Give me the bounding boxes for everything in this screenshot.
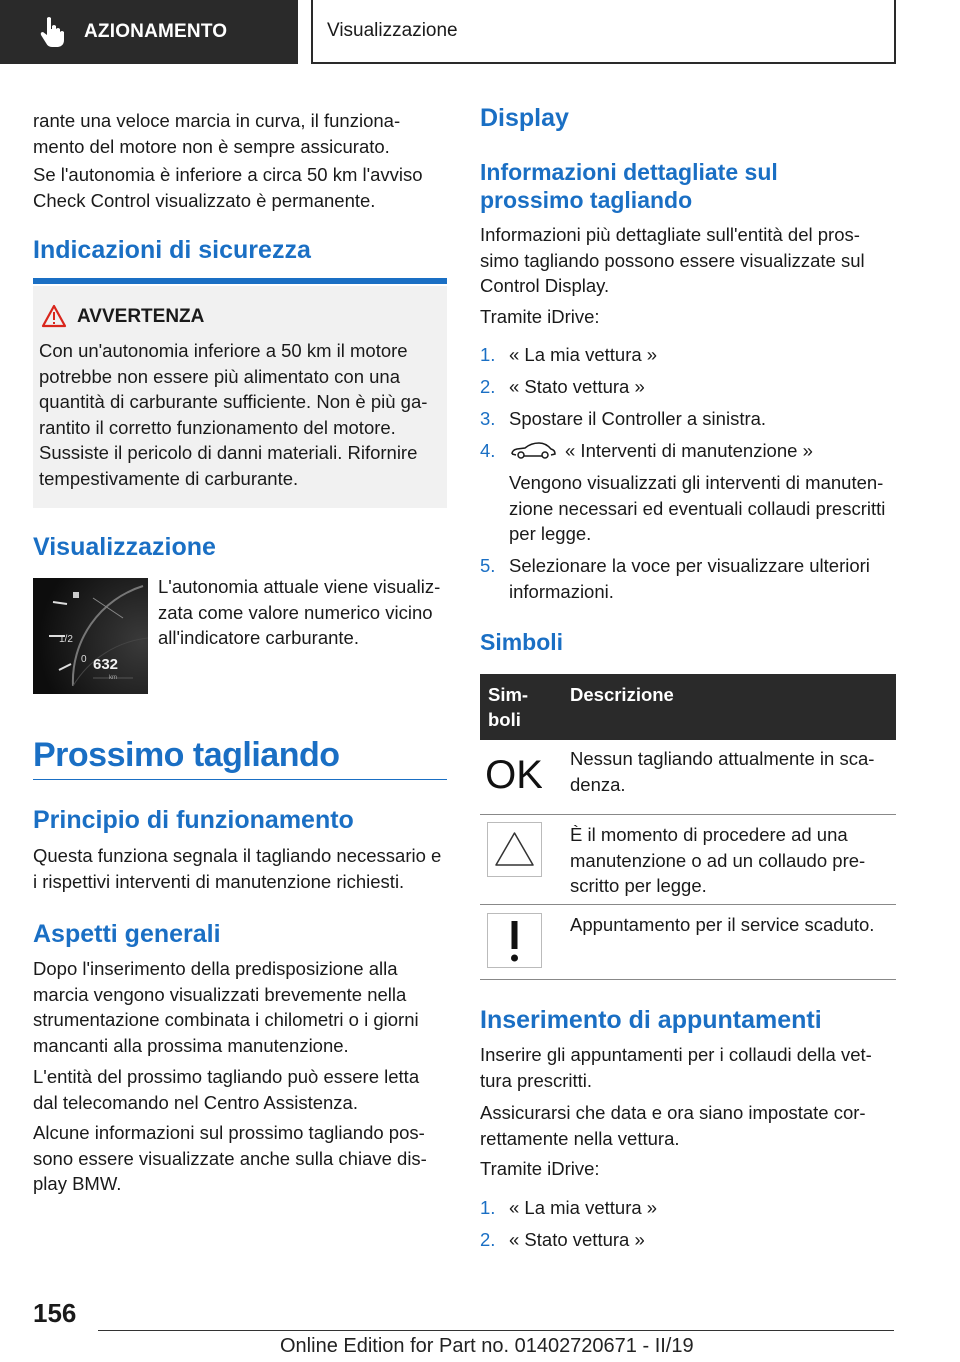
table-divider: [480, 979, 896, 980]
list-item: 1. « La mia vettura »: [480, 344, 658, 365]
symbols-heading: Simboli: [480, 629, 564, 655]
general-paragraph-2: L'entità del prossimo tagliando può essere letta dal telecomando nel Centro Assistenza.: [33, 1066, 420, 1113]
list-item: 4. « Interventi di manutenzione »: [480, 440, 813, 461]
detail-heading: Informazioni dettagliate sul prossimo tagliando: [480, 159, 778, 213]
ok-symbol-icon: [487, 746, 542, 801]
warning-text: Con un'autonomia inferiore a 50 km il motore potrebbe non essere più alimentato con una quantità di carburante sufficiente. Non è più ga-rantito il corretto funzionamento del motore. Sussiste il pericolo di danni materiali. Rifornire tempestivamente di carburante.: [39, 340, 428, 489]
gauge-range-unit: km: [109, 675, 117, 681]
table-row-text: Nessun tagliando attualmente in sca-denza.: [570, 748, 875, 795]
table-row-text: È il momento di procedere ad una manutenzione o ad un collaudo pre-scritto per legge.: [570, 824, 866, 896]
triangle-symbol-icon: [487, 822, 542, 877]
idrive-label: Tramite iDrive:: [480, 306, 600, 327]
safety-heading: Indicazioni di sicurezza: [33, 236, 311, 264]
table-divider: [480, 814, 896, 815]
idrive-label-2: Tramite iDrive:: [480, 1158, 600, 1179]
warning-title: AVVERTENZA: [77, 306, 205, 327]
gauge-graphic: [33, 578, 148, 694]
general-paragraph-3: Alcune informazioni sul prossimo tagliando pos-sono essere visualizzate anche sulla chiave dis-play BMW.: [33, 1122, 427, 1194]
appointments-paragraph-2: Assicurarsi che data e ora siano impostate cor-rettamente nella vettura.: [480, 1102, 866, 1149]
gauge-range-value: 632: [93, 656, 119, 673]
warning-triangle-icon: [41, 304, 67, 328]
chapter-label: AZIONAMENTO: [84, 21, 228, 42]
general-paragraph-1: Dopo l'inserimento della predisposizione alla marcia vengono visualizzati brevemente nella strumentazione combinata i chilometri o i giorni mancanti alla prossima manutenzione.: [33, 958, 419, 1056]
general-heading: Aspetti generali: [33, 920, 221, 948]
table-header: [480, 674, 896, 740]
gauge-zero-mark: 0: [81, 654, 87, 665]
service-rule: [33, 779, 447, 780]
footer-rule: [98, 1330, 894, 1331]
edition-text: Online Edition for Part no. 01402720671 - II/19: [280, 1335, 694, 1357]
hand-pointer-icon: [38, 16, 68, 48]
chapter-tab[interactable]: [0, 0, 298, 64]
fuel-gauge-image: [33, 578, 148, 694]
list-item: 2. « Stato vettura »: [480, 376, 645, 397]
gauge-half-mark: 1/2: [59, 634, 73, 645]
warning-box: [33, 286, 447, 508]
list-item: 3. Spostare il Controller a sinistra.: [480, 408, 767, 429]
car-service-icon: [509, 441, 557, 461]
display-heading-right: Display: [480, 104, 569, 132]
display-heading-left: Visualizzazione: [33, 533, 216, 561]
heading-rule: [33, 278, 447, 284]
table-col-description: Descrizione: [570, 684, 674, 705]
svg-text:OK: OK: [487, 753, 542, 797]
service-heading: Prossimo tagliando: [33, 736, 340, 774]
detail-text: Informazioni più dettagliate sull'entità del pros-simo tagliando possono essere visualizzate sul Control Display.: [480, 224, 865, 296]
page-number: 156: [33, 1298, 77, 1328]
list-item: 5. Selezionare la voce per visualizzare ulteriori informazioni.: [480, 555, 870, 602]
list-item: 2. « Stato vettura »: [480, 1229, 645, 1250]
intro-paragraph-2: Se l'autonomia è inferiore a circa 50 km l'avviso Check Control visualizzato è permanente.: [33, 164, 423, 211]
section-header: [311, 0, 896, 64]
list-item: 1. « La mia vettura »: [480, 1197, 658, 1218]
list-item: Vengono visualizzati gli interventi di manuten-zione necessari ed eventuali collaudi prescritti per legge.: [509, 472, 886, 544]
principle-text: Questa funziona segnala il tagliando necessario e i rispettivi interventi di manutenzione richiesti.: [33, 845, 442, 892]
table-divider: [480, 904, 896, 905]
table-col-symbols: Sim-boli: [488, 684, 529, 730]
intro-paragraph-1: rante una veloce marcia in curva, il funziona-mento del motore non è sempre assicurato.: [33, 110, 401, 157]
section-label: Visualizzazione: [327, 20, 458, 41]
exclamation-symbol-icon: [487, 913, 542, 968]
display-text: L'autonomia attuale viene visualiz-zata come valore numerico vicino all'indicatore carburante.: [158, 576, 441, 648]
appointments-heading: Inserimento di appuntamenti: [480, 1006, 822, 1034]
principle-heading: Principio di funzionamento: [33, 806, 354, 834]
table-row-text: Appuntamento per il service scaduto.: [570, 914, 875, 935]
appointments-paragraph-1: Inserire gli appuntamenti per i collaudi della vet-tura prescritti.: [480, 1044, 872, 1091]
